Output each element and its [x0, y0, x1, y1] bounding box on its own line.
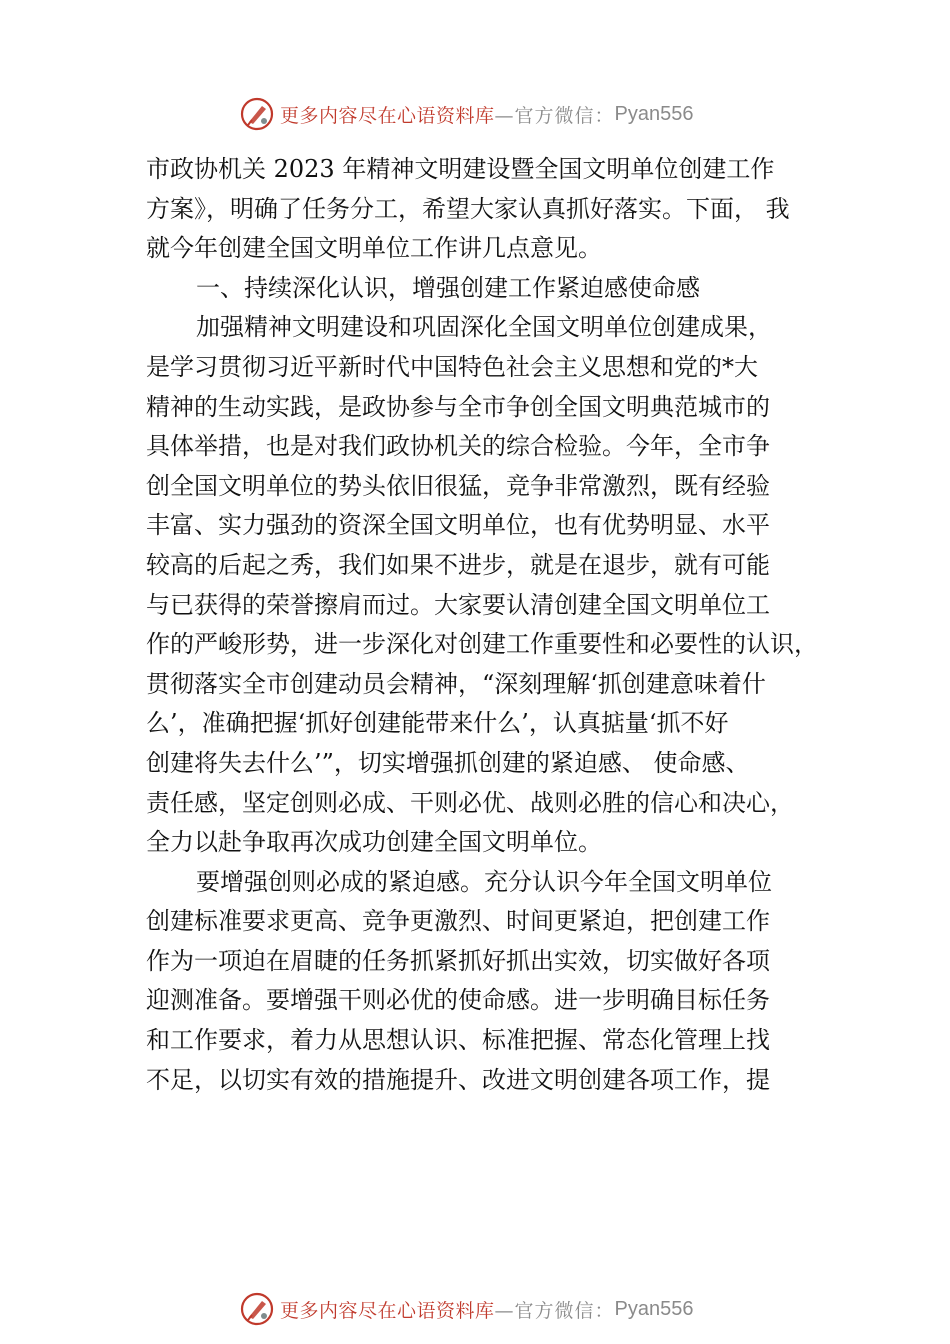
text-line: 创全国文明单位的势头依旧很猛，竞争非常激烈，既有经验	[146, 471, 770, 500]
paragraph-body-2	[146, 863, 836, 1101]
document-body	[146, 150, 836, 1100]
text-line: 方案》，明确了任务分工，希望大家认真抓好落实。下面， 我	[146, 194, 790, 223]
text-line: 贯彻落实全市创建动员会精神，“深刻理解‘抓创建意味着什	[146, 669, 766, 698]
text-line: 和工作要求，着力从思想认识、标准把握、常态化管理上找	[146, 1026, 770, 1055]
paragraph-intro	[146, 150, 836, 269]
text-line: 要增强创则必成的紧迫感。充分认识今年全国文明单位	[196, 867, 772, 896]
text-line: 丰富、实力强劲的资深全国文明单位，也有优势明显、水平	[146, 511, 770, 540]
watermark-wechat-id: Pyan556	[614, 1297, 694, 1320]
watermark-separator: —官方微信：	[494, 104, 615, 127]
text-line: 与已获得的荣誉擦肩而过。大家要认清创建全国文明单位工	[146, 590, 770, 619]
heading-line: 一、持续深化认识，增强创建工作紧迫感使命感	[196, 273, 700, 302]
text-line: 责任感，坚定创则必成、干则必优、战则必胜的信心和决心，	[146, 788, 794, 817]
watermark-separator: —官方微信：	[494, 1299, 615, 1322]
text-line: 迎测准备。要增强干则必优的使命感。进一步明确目标任务	[146, 986, 770, 1015]
text-line: 作的严峻形势，进一步深化对创建工作重要性和必要性的认识，	[146, 630, 818, 659]
paragraph-body-1	[146, 308, 836, 862]
text-line: 么’，准确把握‘抓好创建能带来什么’，认真掂量‘抓不好	[146, 709, 729, 738]
text-line: 不足，以切实有效的措施提升、改进文明创建各项工作，提	[146, 1065, 770, 1094]
text-line: 创建将失去什么’”，切实增强抓创建的紧迫感、 使命感、	[146, 748, 750, 777]
section-heading	[146, 269, 836, 309]
text-line: 精神的生动实践，是政协参与全市争创全国文明典范城市的	[146, 392, 770, 421]
watermark-banner-bottom	[240, 1292, 694, 1326]
text-line: 较高的后起之秀，我们如果不进步，就是在退步，就有可能	[146, 550, 770, 579]
watermark-text: 更多内容尽在心语资料库	[280, 104, 495, 127]
text-line: 作为一项迫在眉睫的任务抓紧抓好抓出实效，切实做好各项	[146, 946, 770, 975]
text-line: 市政协机关 2023 年精神文明建设暨全国文明单位创建工作	[146, 155, 775, 183]
text-line: 加强精神文明建设和巩固深化全国文明单位创建成果，	[196, 313, 772, 342]
watermark-text: 更多内容尽在心语资料库	[280, 1299, 495, 1322]
text-line: 具体举措，也是对我们政协机关的综合检验。今年，全市争	[146, 432, 770, 461]
watermark-wechat-id: Pyan556	[614, 102, 694, 125]
text-line: 全力以赴争取再次成功创建全国文明单位。	[146, 828, 602, 857]
quill-logo-icon	[240, 97, 274, 131]
text-line: 是学习贯彻习近平新时代中国特色社会主义思想和党的*大	[146, 352, 758, 381]
watermark-banner-top	[240, 97, 694, 131]
text-line: 就今年创建全国文明单位工作讲几点意见。	[146, 234, 602, 263]
quill-logo-icon	[240, 1292, 274, 1326]
text-line: 创建标准要求更高、竞争更激烈、时间更紧迫，把创建工作	[146, 907, 770, 936]
